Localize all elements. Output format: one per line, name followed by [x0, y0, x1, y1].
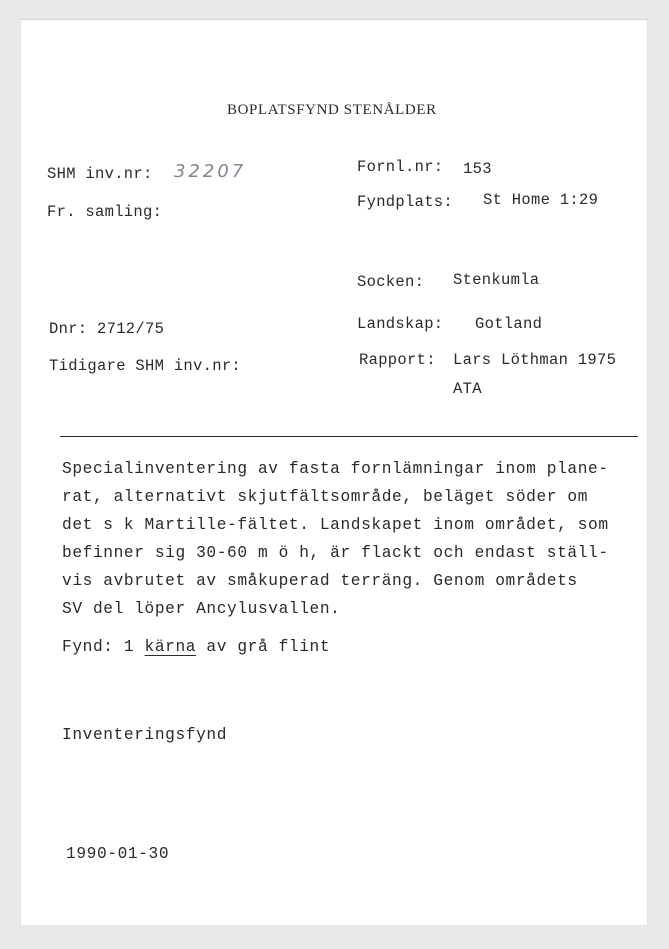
fornl-value: 153 — [463, 160, 492, 178]
body-line-3: det s k Martille-fältet. Landskapet inom området, som — [62, 516, 609, 534]
shm-inv-value: 32207 — [174, 161, 247, 182]
body-line-4: befinner sig 30-60 m ö h, är flackt och endast ställ- — [62, 544, 609, 562]
rapport-value-2: ATA — [453, 380, 482, 398]
socken-label: Socken: — [357, 273, 425, 291]
fynd-suffix: av grå flint — [196, 638, 331, 656]
body-line-6: SV del löper Ancylusvallen. — [62, 600, 341, 618]
body-line-2: rat, alternativt skjutfältsområde, beläget söder om — [62, 488, 589, 506]
rapport-value: Lars Löthman 1975 — [453, 351, 617, 369]
fyndplats-label: Fyndplats: — [357, 193, 454, 211]
body-line-5: vis avbrutet av småkuperad terräng. Genom områdets — [62, 572, 578, 590]
landskap-label: Landskap: — [357, 315, 444, 333]
samling-label: Fr. samling: — [47, 203, 163, 221]
fornl-label: Fornl.nr: — [357, 158, 444, 176]
card-heading: BOPLATSFYND STENÅLDER — [227, 102, 437, 118]
fynd-prefix: Fynd: 1 — [62, 638, 145, 656]
fyndplats-value: St Home 1:29 — [483, 191, 599, 209]
fynd-line — [62, 638, 330, 656]
dnr-text: Dnr: 2712/75 — [49, 320, 165, 338]
shm-inv-label: SHM inv.nr: — [47, 165, 153, 183]
tidigare-inv-label: Tidigare SHM inv.nr: — [49, 357, 242, 375]
body-line-1: Specialinventering av fasta fornlämningar inom plane- — [62, 460, 609, 478]
inventering-text: Inventeringsfynd — [62, 726, 228, 744]
fynd-underlined-word: kärna — [144, 638, 197, 656]
date-text: 1990-01-30 — [66, 845, 170, 863]
divider-rule — [60, 436, 638, 437]
socken-value: Stenkumla — [453, 271, 540, 289]
landskap-value: Gotland — [475, 315, 543, 333]
rapport-label: Rapport: — [359, 351, 436, 369]
